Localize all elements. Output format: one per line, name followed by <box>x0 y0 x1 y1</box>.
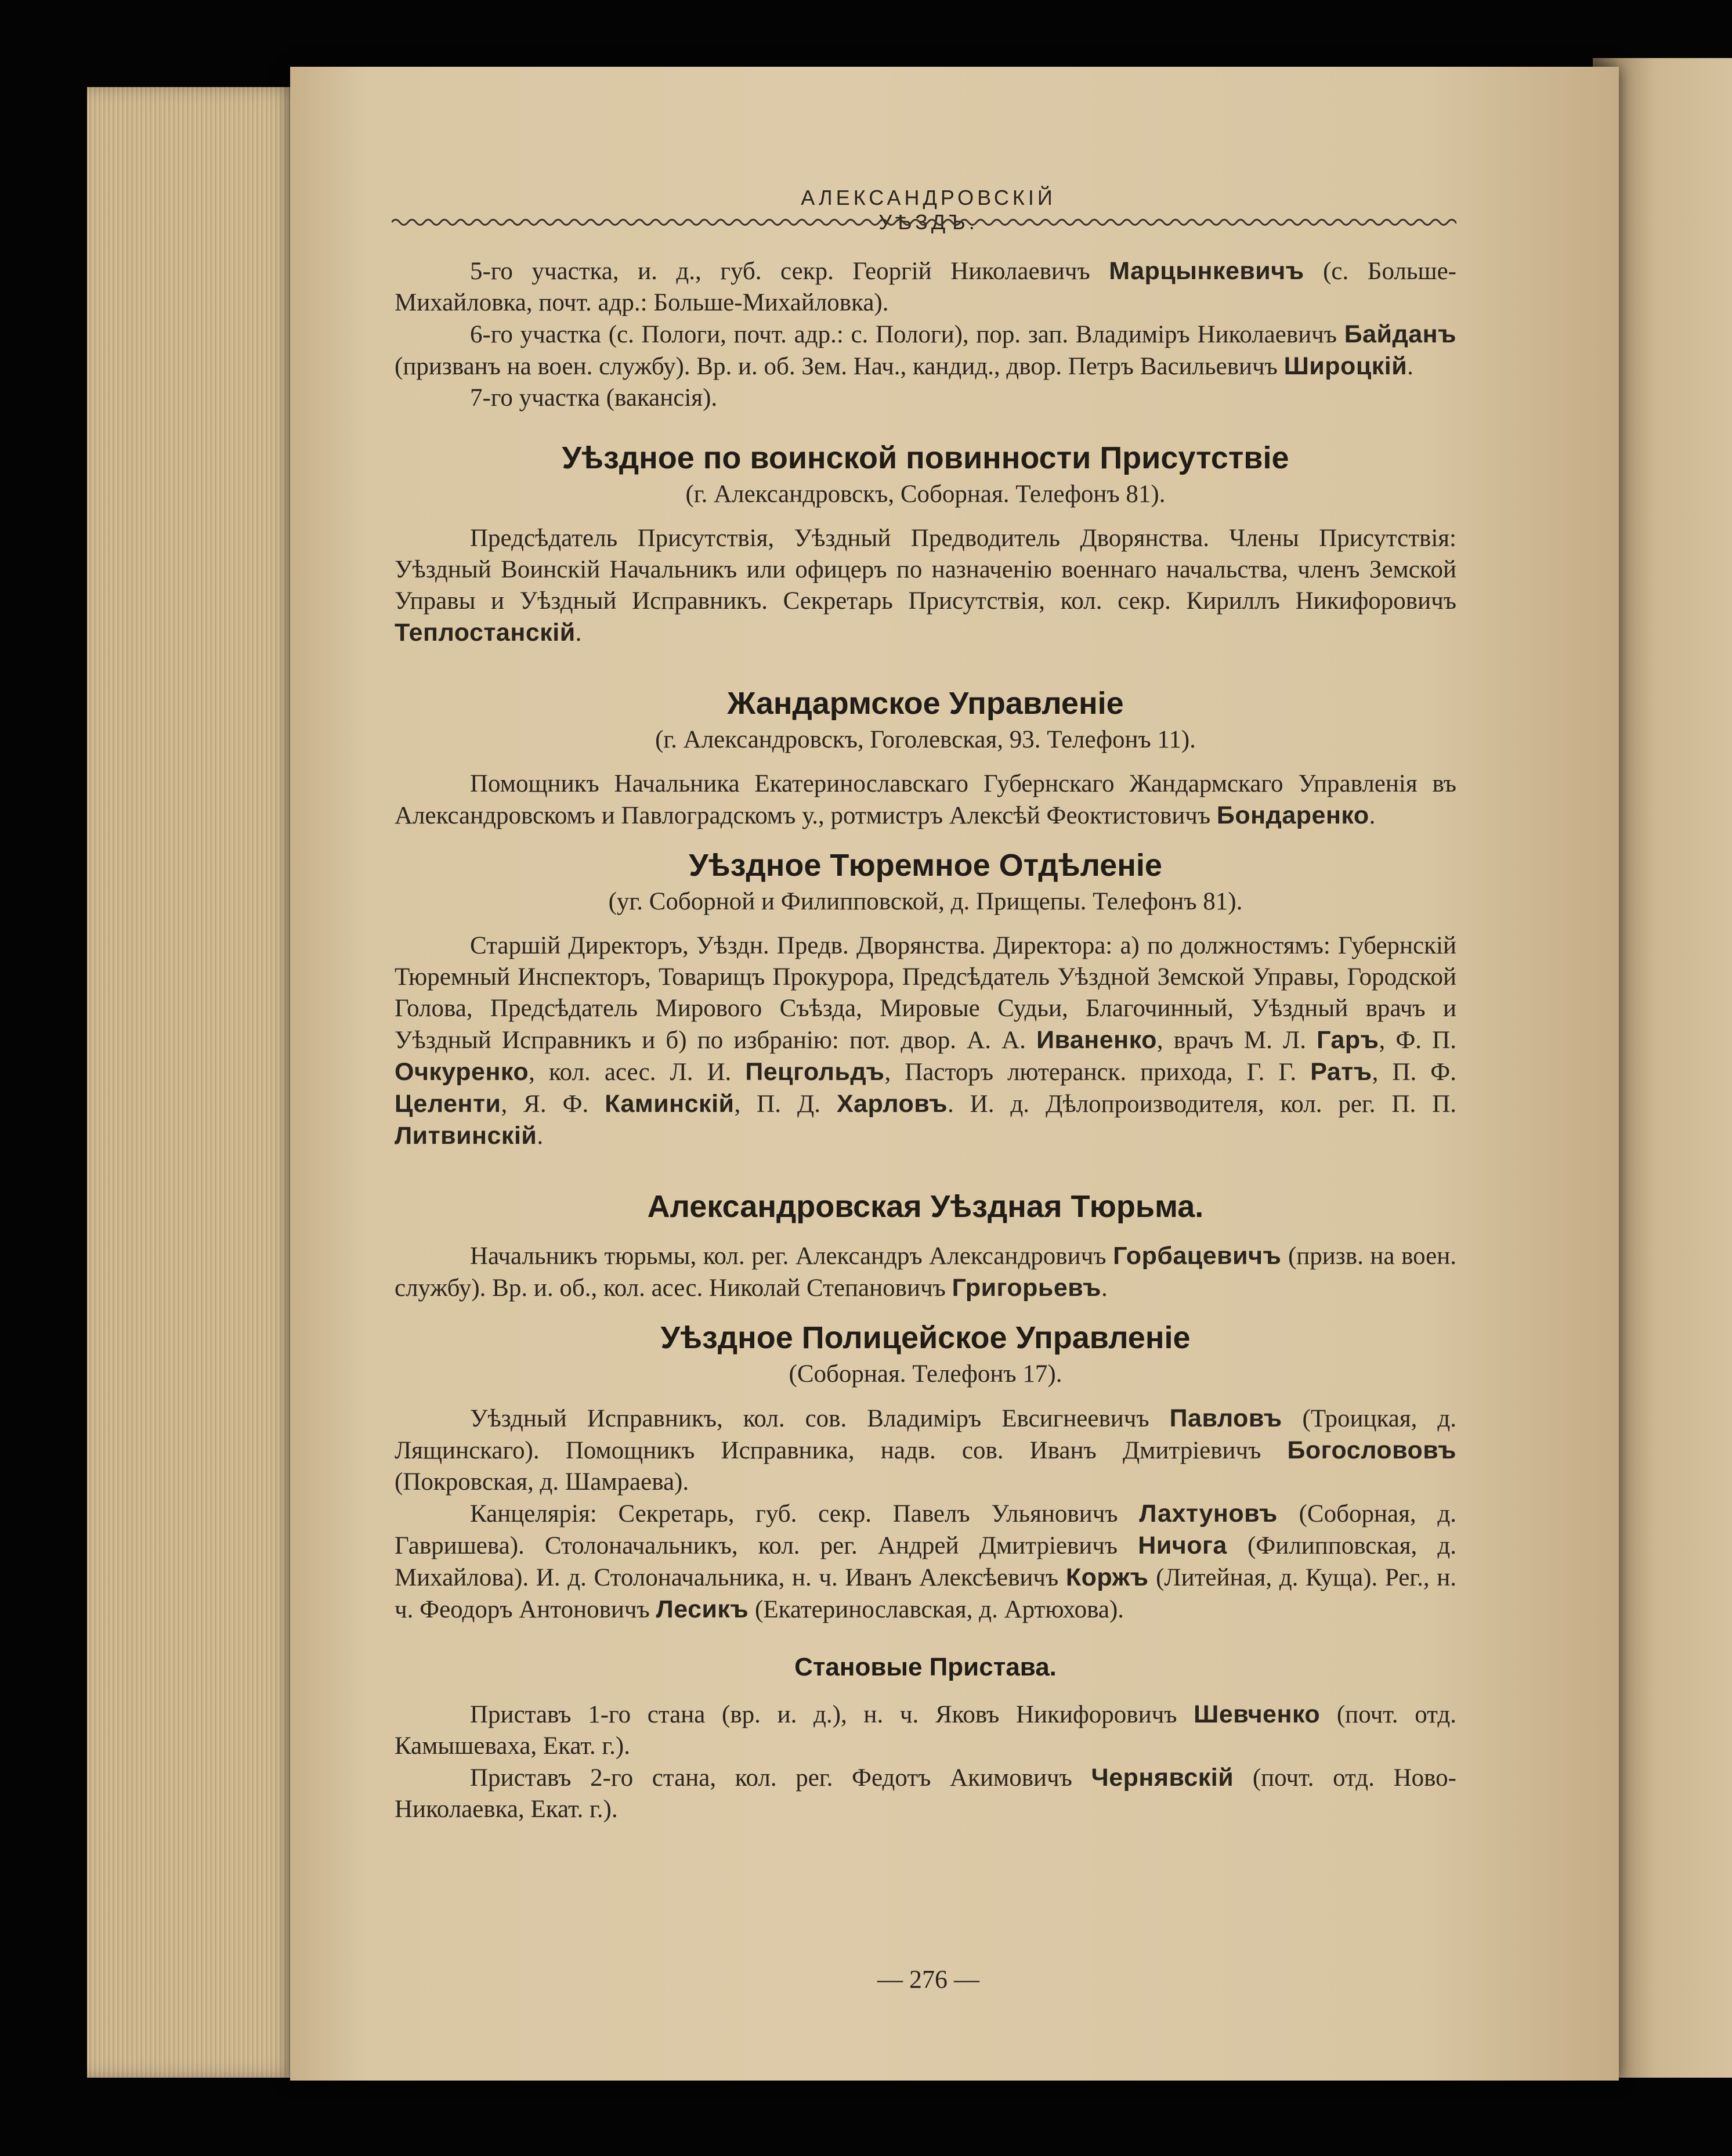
page-number: — 276 — <box>877 1965 979 1994</box>
text-run: , П. Ф. <box>1372 1059 1457 1086</box>
person-name: Целенти <box>395 1090 501 1118</box>
text-run: Канцелярія: Секретарь, губ. секр. Павелъ Ульяновичъ <box>470 1500 1140 1527</box>
person-name: Горбацевичъ <box>1113 1242 1282 1270</box>
page-content <box>395 255 1456 1825</box>
section-address: (г. Александровскъ, Гоголевская, 93. Телефонъ 11). <box>655 726 1196 753</box>
section-text <box>395 1762 1456 1825</box>
text-run: (Филипповская, д. Михайлова). И. д. Столоначальника, н. ч. Иванъ Алексѣевичъ <box>395 1532 1456 1591</box>
section-text <box>395 768 1456 832</box>
person-name: Лесикъ <box>656 1595 749 1623</box>
person-name: Чернявскій <box>1091 1764 1234 1792</box>
text-run: . <box>575 619 582 647</box>
person-name: Теплостанскій <box>395 619 576 647</box>
text-run: . <box>1407 353 1413 380</box>
section-address: (уг. Соборной и Филипповской, д. Прищепы. Телефонъ 81). <box>608 888 1243 915</box>
text-run: , кол. асес. Л. И. <box>529 1059 746 1086</box>
person-name: Бондаренко <box>1216 801 1369 829</box>
text-run: . И. д. Дѣлопроизводителя, кол. рег. П. П. <box>947 1090 1457 1118</box>
running-head: АЛЕКСАНДРОВСКІЙ УѢЗДЪ. <box>801 186 1056 234</box>
person-name: Григорьевъ <box>952 1274 1101 1302</box>
text-run: (Литейная, д. Куща). Рег., н. ч. Феодоръ Антоновичъ <box>395 1564 1456 1623</box>
section-title-military: Уѣздное по воинской повинности Присутствіе <box>562 440 1289 475</box>
person-name: Богослововъ <box>1287 1436 1456 1464</box>
text-run: , Я. Ф. <box>501 1090 605 1118</box>
section-text <box>395 1403 1456 1498</box>
text-run: Старшій Директоръ, Уѣздн. Предв. Дворянства. Директора: а) по должностямъ: Губернскій Тюремный Инспекторъ, Товарищъ Прокурора, Предсѣдатель Уѣздной Земской Управы, Городской Голова, Предсѣдатель Мирового Съѣзда, Мировые Судьи, Благочинный, Уѣздный врачъ и Уѣздный Исправникъ и б) по избранію: пот. двор. А. А. <box>395 932 1456 1054</box>
person-name: Байданъ <box>1344 320 1456 348</box>
person-name: Харловъ <box>836 1090 948 1118</box>
section-address: (г. Александровскъ, Соборная. Телефонъ 81). <box>685 481 1166 508</box>
section-text <box>395 1699 1456 1762</box>
text-run: , врачъ М. Л. <box>1156 1027 1317 1054</box>
text-run: Уѣздный Исправникъ, кол. сов. Владиміръ Евсигнеевичъ <box>470 1405 1170 1432</box>
section-title-prison-department: Уѣздное Тюремное Отдѣленіе <box>689 848 1162 883</box>
text-run: (Покровская, д. Шамраева). <box>395 1468 689 1496</box>
paragraph-uchastok-7: 7-го участка (вакансія). <box>470 384 718 411</box>
text-run: 6-го участка (с. Пологи, почт. адр.: с. Пологи), пор. зап. Владиміръ Николаевичъ <box>470 321 1344 348</box>
section-text <box>395 930 1456 1152</box>
text-run: (Соборная, д. Гавришева). Столоначальникъ, кол. рег. Андрей Дмитріевичъ <box>395 1500 1456 1559</box>
text-run: (почт. отд. Ново-Николаевка, Екат. г.). <box>395 1764 1456 1823</box>
text-run: Предсѣдатель Присутствія, Уѣздный Предводитель Дворянства. Члены Присутствія: Уѣздный Воинскій Начальникъ или офицеръ по назначенію военнаго начальства, членъ Земской Управы и Уѣздный Исправникъ. Секретарь Присутствія, кол. секр. Кириллъ Никифоровичъ <box>395 525 1456 615</box>
section-text <box>395 1498 1456 1626</box>
section-title-pristava: Становые Пристава. <box>794 1653 1057 1681</box>
wavy-rule <box>392 216 1456 229</box>
person-name: Шевченко <box>1194 1700 1321 1728</box>
person-name: Ничога <box>1138 1532 1227 1559</box>
paragraph-uchastok-5 <box>395 255 1456 319</box>
person-name: Гаръ <box>1317 1026 1379 1054</box>
section-text <box>395 523 1456 649</box>
person-name: Коржъ <box>1065 1563 1149 1591</box>
text-run: Помощникъ Начальника Екатеринославскаго Губернскаго Жандармскаго Управленія въ Александровскомъ и Павлоградскомъ у., ротмистръ Алексѣй Феоктистовичъ <box>395 770 1456 829</box>
person-name: Каминскій <box>605 1090 735 1118</box>
person-name: Павловъ <box>1169 1404 1282 1432</box>
book-page-stack <box>87 87 308 2078</box>
person-name: Ратъ <box>1310 1058 1372 1086</box>
person-name: Лахтуновъ <box>1139 1500 1278 1527</box>
text-run: Приставъ 2-го стана, кол. рег. Федотъ Акимовичъ <box>470 1764 1091 1792</box>
text-run: . <box>537 1122 544 1150</box>
text-run: Начальникъ тюрьмы, кол. рег. Александръ Александровичъ <box>470 1243 1113 1270</box>
text-run: . <box>1101 1274 1108 1302</box>
person-name: Иваненко <box>1036 1026 1157 1054</box>
text-run: 5-го участка, и. д., губ. секр. Георгій Николаевичъ <box>470 258 1109 285</box>
section-text <box>395 1240 1456 1304</box>
text-run: Приставъ 1-го стана (вр. и. д.), н. ч. Яковъ Никифоровичъ <box>470 1701 1194 1728</box>
text-run: , Ф. П. <box>1379 1027 1456 1054</box>
section-title-prison: Александровская Уѣздная Тюрьма. <box>647 1189 1204 1224</box>
section-address: (Соборная. Телефонъ 17). <box>789 1360 1062 1388</box>
text-run: , Пасторъ лютеранск. прихода, Г. Г. <box>884 1059 1311 1086</box>
text-run: (почт. отд. Камышеваха, Екат. г.). <box>395 1701 1456 1760</box>
person-name: Литвинскій <box>395 1122 537 1150</box>
text-run: (с. Больше-Михайловка, почт. адр.: Больше-Михайловка). <box>395 258 1456 316</box>
person-name: Пецгольдъ <box>745 1058 885 1086</box>
text-run: (Екатеринославская, д. Артюхова). <box>749 1596 1124 1623</box>
text-run: (призв. на воен. службу). Вр. и. об., кол. асес. Николай Степановичъ <box>395 1243 1456 1302</box>
section-title-gendarmerie: Жандармское Управленіе <box>727 686 1124 721</box>
person-name: Широцкій <box>1283 352 1408 380</box>
text-run: (Троицкая, д. Лящинскаго). Помощникъ Исправника, надв. сов. Иванъ Дмитріевичъ <box>395 1405 1456 1464</box>
section-title-police: Уѣздное Полицейское Управленіе <box>660 1320 1191 1355</box>
person-name: Очкуренко <box>395 1058 529 1086</box>
text-run: (призванъ на воен. службу). Вр. и. об. Зем. Нач., кандид., двор. Петръ Васильевичъ <box>395 353 1284 380</box>
text-run: , П. Д. <box>734 1090 837 1118</box>
text-run: . <box>1369 802 1376 829</box>
person-name: Марцынкевичъ <box>1109 257 1304 285</box>
paragraph-uchastok-6 <box>395 319 1456 382</box>
